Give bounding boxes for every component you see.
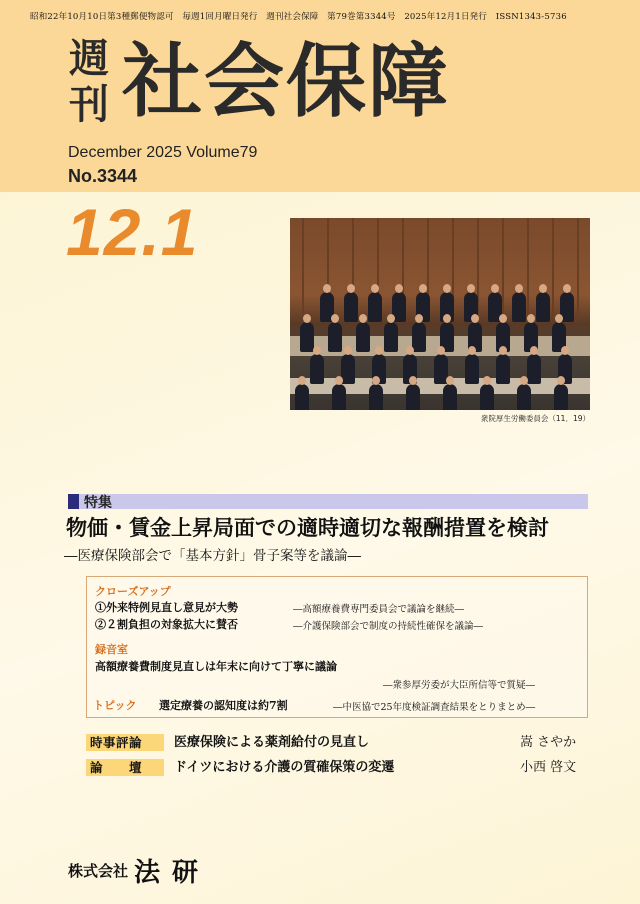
photo-head: [347, 284, 355, 293]
photo-head: [419, 284, 427, 293]
photo-person: [512, 292, 526, 322]
photo-head: [344, 346, 352, 355]
photo-head: [443, 284, 451, 293]
photo-person: [443, 384, 457, 410]
masthead-prefix: [66, 36, 112, 128]
photo-head: [483, 376, 491, 385]
photo-person: [496, 354, 510, 384]
feature-header-bar: [68, 494, 588, 509]
feature-label: 特集: [84, 495, 112, 511]
photo-wall-panel: [502, 218, 504, 318]
photo-head: [557, 376, 565, 385]
cover-photo: [290, 218, 590, 410]
recording-subtitle: ―衆参厚労委が大臣所信等で質疑―: [383, 680, 536, 691]
feature-subtitle: ―医療保険部会で「基本方針」骨子案等を議論―: [64, 548, 361, 564]
photo-head: [437, 346, 445, 355]
photo-person: [332, 384, 346, 410]
photo-head: [443, 314, 451, 323]
photo-caption: 衆院厚生労働委員会（11．19）: [480, 414, 590, 423]
photo-head: [303, 314, 311, 323]
photo-person: [300, 322, 314, 352]
photo-person: [412, 322, 426, 352]
photo-head: [372, 376, 380, 385]
closeup-2-subtitle: ―介護保険部会で制度の持続性確保を議論―: [293, 621, 484, 632]
photo-person: [369, 384, 383, 410]
column-tag: 時事評論: [86, 734, 164, 751]
masthead-prefix-line1: 週: [69, 36, 109, 82]
photo-head: [468, 346, 476, 355]
photo-person: [341, 354, 355, 384]
photo-person: [295, 384, 309, 410]
column-title: ドイツにおける介護の質確保策の変遷: [174, 760, 395, 775]
publication-info: 昭和22年10月10日第3種郵便物認可 毎週1回月曜日発行 週刊社会保障 第79巻第3344号 2025年12月1日発行 ISSN1343-5736: [30, 12, 567, 22]
photo-head: [331, 314, 339, 323]
photo-head: [530, 346, 538, 355]
issue-date: 12.1: [66, 195, 199, 269]
photo-head: [471, 314, 479, 323]
photo-head: [395, 284, 403, 293]
photo-head: [491, 284, 499, 293]
photo-person: [527, 354, 541, 384]
feature-marker: [68, 494, 79, 509]
photo-person: [480, 384, 494, 410]
publisher-name: 法研: [134, 858, 211, 888]
closeup-tag: クローズアップ: [95, 585, 171, 598]
photo-head: [563, 284, 571, 293]
photo-wall-panel: [302, 218, 304, 318]
photo-person: [517, 384, 531, 410]
photo-person: [356, 322, 370, 352]
masthead-title: 社会保障: [122, 35, 450, 128]
column-author: 小西 啓文: [520, 760, 577, 775]
photo-head: [371, 284, 379, 293]
column-tag: 論 壇: [86, 759, 164, 776]
photo-person: [310, 354, 324, 384]
photo-head: [406, 346, 414, 355]
photo-person: [328, 322, 342, 352]
column-author: 嵩 さやか: [520, 735, 577, 750]
photo-head: [561, 346, 569, 355]
publisher: [68, 852, 210, 889]
photo-head: [515, 284, 523, 293]
photo-head: [415, 314, 423, 323]
topic-tag: トピック: [93, 699, 137, 712]
column-title: 医療保険による薬剤給付の見直し: [174, 735, 370, 750]
closeup-2-title: ②２割負担の対象拡大に賛否: [95, 618, 238, 631]
topic-subtitle: ―中医協で25年度検証調査結果をとりまとめ―: [333, 702, 536, 713]
photo-head: [520, 376, 528, 385]
photo-person: [384, 322, 398, 352]
photo-head: [555, 314, 563, 323]
photo-person: [406, 384, 420, 410]
photo-head: [446, 376, 454, 385]
topic-title: 選定療養の認知度は約7割: [159, 699, 288, 712]
closeup-1-title: ①外来特例見直し意見が大勢: [95, 601, 238, 614]
photo-head: [387, 314, 395, 323]
photo-head: [298, 376, 306, 385]
photo-person: [536, 292, 550, 322]
photo-head: [467, 284, 475, 293]
photo-wall-panel: [527, 218, 529, 318]
photo-head: [335, 376, 343, 385]
photo-head: [499, 346, 507, 355]
photo-wall-panel: [552, 218, 554, 318]
recording-tag: 録音室: [95, 643, 128, 656]
photo-head: [359, 314, 367, 323]
photo-head: [409, 376, 417, 385]
issue-number: No.3344: [68, 166, 138, 186]
photo-person: [554, 384, 568, 410]
photo-head: [313, 346, 321, 355]
photo-person: [344, 292, 358, 322]
photo-head: [539, 284, 547, 293]
photo-head: [375, 346, 383, 355]
recording-title: 高額療養費制度見直しは年末に向けて丁寧に議論: [95, 660, 337, 673]
masthead-prefix-line2: 刊: [69, 82, 109, 128]
issue-volume-line: December 2025 Volume79: [68, 144, 258, 161]
contents-box: [86, 576, 588, 718]
publisher-prefix: 株式会社: [68, 862, 129, 880]
photo-head: [527, 314, 535, 323]
photo-person: [465, 354, 479, 384]
photo-head: [499, 314, 507, 323]
closeup-1-subtitle: ―高額療養費専門委員会で議論を継続―: [293, 604, 465, 615]
photo-person: [368, 292, 382, 322]
photo-wall-panel: [577, 218, 579, 318]
photo-head: [323, 284, 331, 293]
feature-title: 物価・賃金上昇局面での適時適切な報酬措置を検討: [66, 515, 549, 540]
